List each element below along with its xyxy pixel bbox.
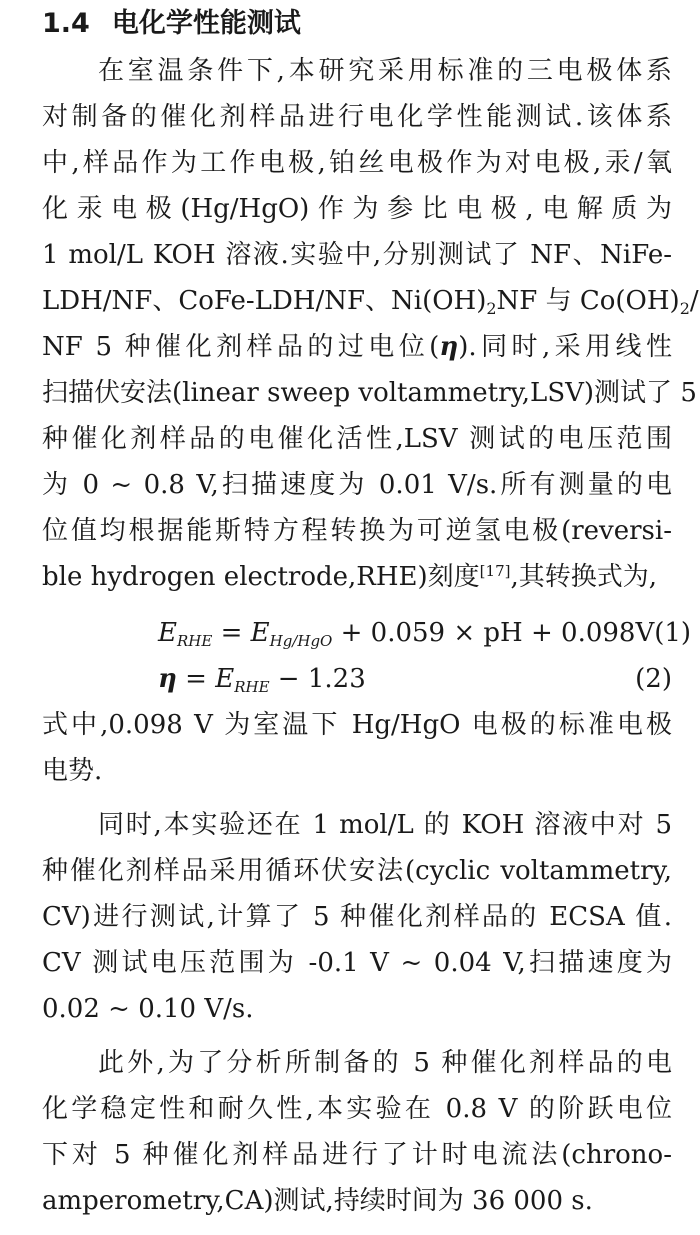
overpotential-symbol: η (439, 332, 459, 362)
paragraph-1-line-7: NF 5 种催化剂样品的过电位(η).同时,采用线性 (42, 332, 672, 362)
paragraph-1-line-4: 化汞电极(Hg/HgO)作为参比电极,电解质为 (42, 194, 672, 224)
paragraph-3-line-1: 此外,为了分析所制备的 5 种催化剂样品的电 (98, 1048, 672, 1078)
equation-2-number: (2) (635, 664, 672, 694)
equation-2-body: $\eta = E_{RHE} - 1.23$ (158, 664, 366, 696)
paragraph-1-line-2: 对制备的催化剂样品进行电化学性能测试.该体系 (42, 102, 672, 132)
section-title: 电化学性能测试 (111, 8, 301, 39)
paragraph-1-line-8: 扫描伏安法(linear sweep voltammetry,LSV)测试了 5 (42, 378, 697, 408)
equation-note-line-1: 式中,0.098 V 为室温下 Hg/HgO 电极的标准电极 (42, 710, 672, 740)
paragraph-1-line-11: 位值均根据能斯特方程转换为可逆氢电极(reversi- (42, 516, 672, 546)
equation-1 (158, 610, 692, 656)
paragraph-1-line-3: 中,样品作为工作电极,铂丝电极作为对电极,汞/氧 (42, 148, 672, 178)
equation-2 (158, 656, 672, 702)
paragraph-2-line-3: CV)进行测试,计算了 5 种催化剂样品的 ECSA 值. (42, 902, 672, 932)
equation-1-body: $E_{RHE} = E_{Hg/HgO} + 0.059$ × pH + 0.098V (158, 618, 655, 650)
paragraph-1-line-9: 种催化剂样品的电催化活性,LSV 测试的电压范围 (42, 424, 672, 454)
section-heading (42, 2, 301, 46)
paragraph-3-line-4: amperometry,CA)测试,持续时间为 36 000 s. (42, 1186, 593, 1216)
paragraph-1-line-6: LDH/NF、CoFe-LDH/NF、$Ni(OH)_2NF$ 与 $Co(OH)_2/$ (42, 286, 699, 318)
paragraph-2-line-5: 0.02 ~ 0.10 V/s. (42, 994, 254, 1024)
equation-note-line-2: 电势. (42, 756, 103, 786)
paragraph-2-line-4: CV 测试电压范围为 -0.1 V ~ 0.04 V,扫描速度为 (42, 948, 672, 978)
citation-ref: [17] (479, 562, 511, 580)
section-number: 1.4 (42, 8, 90, 39)
paragraph-1-line-1: 在室温条件下,本研究采用标准的三电极体系 (98, 56, 672, 86)
paragraph-3-line-2: 化学稳定性和耐久性,本实验在 0.8 V 的阶跃电位 (42, 1094, 672, 1124)
paragraph-2-line-1: 同时,本实验还在 1 mol/L 的 KOH 溶液中对 5 (98, 810, 672, 840)
paragraph-2-line-2: 种催化剂样品采用循环伏安法(cyclic voltammetry, (42, 856, 672, 886)
paragraph-3-line-3: 下对 5 种催化剂样品进行了计时电流法(chrono- (42, 1140, 672, 1170)
paragraph-1-line-10: 为 0 ~ 0.8 V,扫描速度为 0.01 V/s.所有测量的电 (42, 470, 672, 500)
equation-1-number: (1) (654, 618, 692, 648)
paragraph-1-line-5: 1 mol/L KOH 溶液.实验中,分别测试了 NF、NiFe- (42, 240, 672, 270)
paragraph-1-line-12: ble hydrogen electrode,RHE)刻度[17],其转换式为, (42, 562, 657, 592)
